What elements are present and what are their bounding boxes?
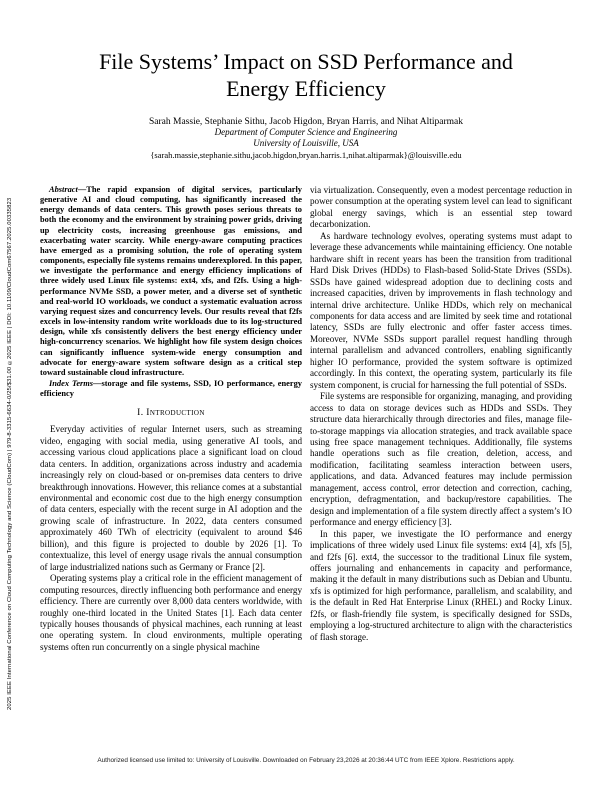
abstract-label: Abstract— xyxy=(49,185,87,194)
intro-paragraph-2: Operating systems play a critical role in the efficient management of computing resources, directly influencing both performance and energy efficiency. There are currently over 8,000 data centers worldwide, with roughly one-third located in the United States [1]. Each data center typically houses thousands of physical machines, each running at least one operating system. In cloud environments, multiple operating systems often run concurrently on a single physical machine xyxy=(40,573,302,652)
section-heading-introduction: I. Introduction xyxy=(137,408,205,419)
abstract-text: The rapid expansion of digital services, particularly generative AI and cloud computing, has significantly increased the energy demands of data centers. This growth poses serious threats to both the economy and the environment by straining power grids, driving up electricity costs, increasing greenhouse gas emissions, and exacerbating water scarcity. While energy-aware computing practices have emerged as a promising solution, the role of operating system components, especially file systems remains underexplored. In this paper, we investigate the performance and energy efficiency implications of three widely used Linux file systems: ext4, xfs, and f2fs. Using a high-performance NVMe SSD, a power meter, and a diverse set of synthetic and real-world IO workloads, we conduct a systematic evaluation across varying request sizes and concurrency levels. Our results reveal that f2fs excels in low-intensity random write workloads due to its log-structured design, while xfs consistently delivers the best energy efficiency under high-concurrency scenarios. We highlight how file system design choices can significantly influence system-wide energy consumption and advocate for energy-aware system software design as a critical step toward sustainable cloud infrastructure. xyxy=(40,185,302,377)
email-line: {sarah.massie,stephanie.sithu,jacob.higdon,bryan.harris.1,nihat.altiparmak}@louisville.edu xyxy=(150,150,462,160)
intro-paragraph-4: File systems are responsible for organizing, managing, and providing access to data on storage devices such as HDDs and SSDs. They structure data hierarchically through directories and files, manage file-to-storage mappings via allocation strategies, and track available space using free space management techniques. Additionally, file systems handle operations such as file creation, deletion, access, and modification, facilitating seamless interaction between users, applications, and data. Advanced features may include permission management, access control, error detection and correction, caching, encryption, defragmentation, and backup/restore capabilities. The design and implementation of a file system directly affect a system’s IO performance and energy efficiency [3]. xyxy=(310,391,572,528)
university-line: University of Louisville, USA xyxy=(253,138,359,148)
ieee-xplore-license-footer: Authorized licensed use limited to: University of Louisville. Downloaded on February 23,2026 at 20:36:44 UTC from IEEE Xplore. Restrictions apply. xyxy=(97,757,515,764)
intro-paragraph-5: In this paper, we investigate the IO performance and energy implications of three widely used Linux file systems: ext4 [4], xfs [5], and f2fs [6]. ext4, the successor to the traditional Linux file system, offers journaling and enhancements in capacity and performance, making it the default in many distributions such as Debian and Ubuntu. xfs is optimized for high performance, parallelism, and scalability, and is the default in Red Hat Enterprise Linux (RHEL) and Rocky Linux. f2fs, or flash-friendly file system, is specifically designed for SSDs, employing a log-structured architecture to align with the characteristics of flash storage. xyxy=(310,528,572,642)
index-terms-paragraph xyxy=(40,379,302,399)
index-terms-label: Index Terms— xyxy=(49,378,102,388)
right-column xyxy=(310,185,572,643)
left-column xyxy=(40,185,302,653)
abstract-paragraph xyxy=(40,185,302,378)
author-list: Sarah Massie, Stephanie Sithu, Jacob Higdon, Bryan Harris, and Nihat Altiparmak xyxy=(149,117,463,127)
intro-paragraph-1: Everyday activities of regular Internet users, such as streaming video, engaging with social media, using generative AI tools, and accessing various cloud applications place a significant load on cloud data centers. In addition, organizations across industry and academia increasingly rely on cloud-based or on-premises data centers to drive breakthrough innovations. However, this reliance comes at a substantial environmental and economic cost due to the high energy consumption of data centers, especially with the recent surge in AI adoption and the growing scale of infrastructure. In 2022, data centers consumed approximately 460 TWh of electricity (equivalent to around $46 billion), and this figure is projected to double by 2026 [1]. To contextualize, this level of energy usage rivals the annual consumption of large industrialized nations such as Germany or France [2]. xyxy=(40,424,302,572)
copyright-sidebar: 2025 IEEE International Conference on Cloud Computing Technology and Science (CloudCom) | 979-8-3315-6634-0/25/$31.00 ©2025 IEEE | DOI: 10.1109/CloudCom67567.2025.00335823 xyxy=(7,197,13,710)
department-line: Department of Computer Science and Engineering xyxy=(214,127,398,137)
intro-paragraph-2-continued: via virtualization. Consequently, even a modest percentage reduction in power consumption at the operating system level can lead to significant global energy savings, which is an essential step toward decarbonization. xyxy=(310,185,572,230)
paper-header xyxy=(56,48,556,160)
index-terms-text: storage and file systems, SSD, IO performance, energy efficiency xyxy=(40,378,302,399)
intro-paragraph-3: As hardware technology evolves, operating systems must adapt to leverage these advancements while maintaining efficiency. One notable hardware shift in recent years has been the transition from traditional Hard Disk Drives (HDDs) to Flash-based Solid-State Drives (SSDs). SSDs have gained widespread adoption due to declining costs and increased capacities, driven by improvements in flash technology and internal drive architecture. Unlike HDDs, which rely on mechanical components for data access and are limited by seek time and rotational latency, SSDs are fully electronic and offer faster access times. Moreover, NVMe SSDs support parallel request handling through internal parallelism and advanced controllers, enabling significantly higher IO performance, provided the system software is optimized accordingly. In this context, the operating system, particularly its file system component, is crucial for harnessing the full potential of SSDs. xyxy=(310,230,572,390)
paper-title: File Systems’ Impact on SSD Performance and Energy Efficiency xyxy=(99,49,513,101)
